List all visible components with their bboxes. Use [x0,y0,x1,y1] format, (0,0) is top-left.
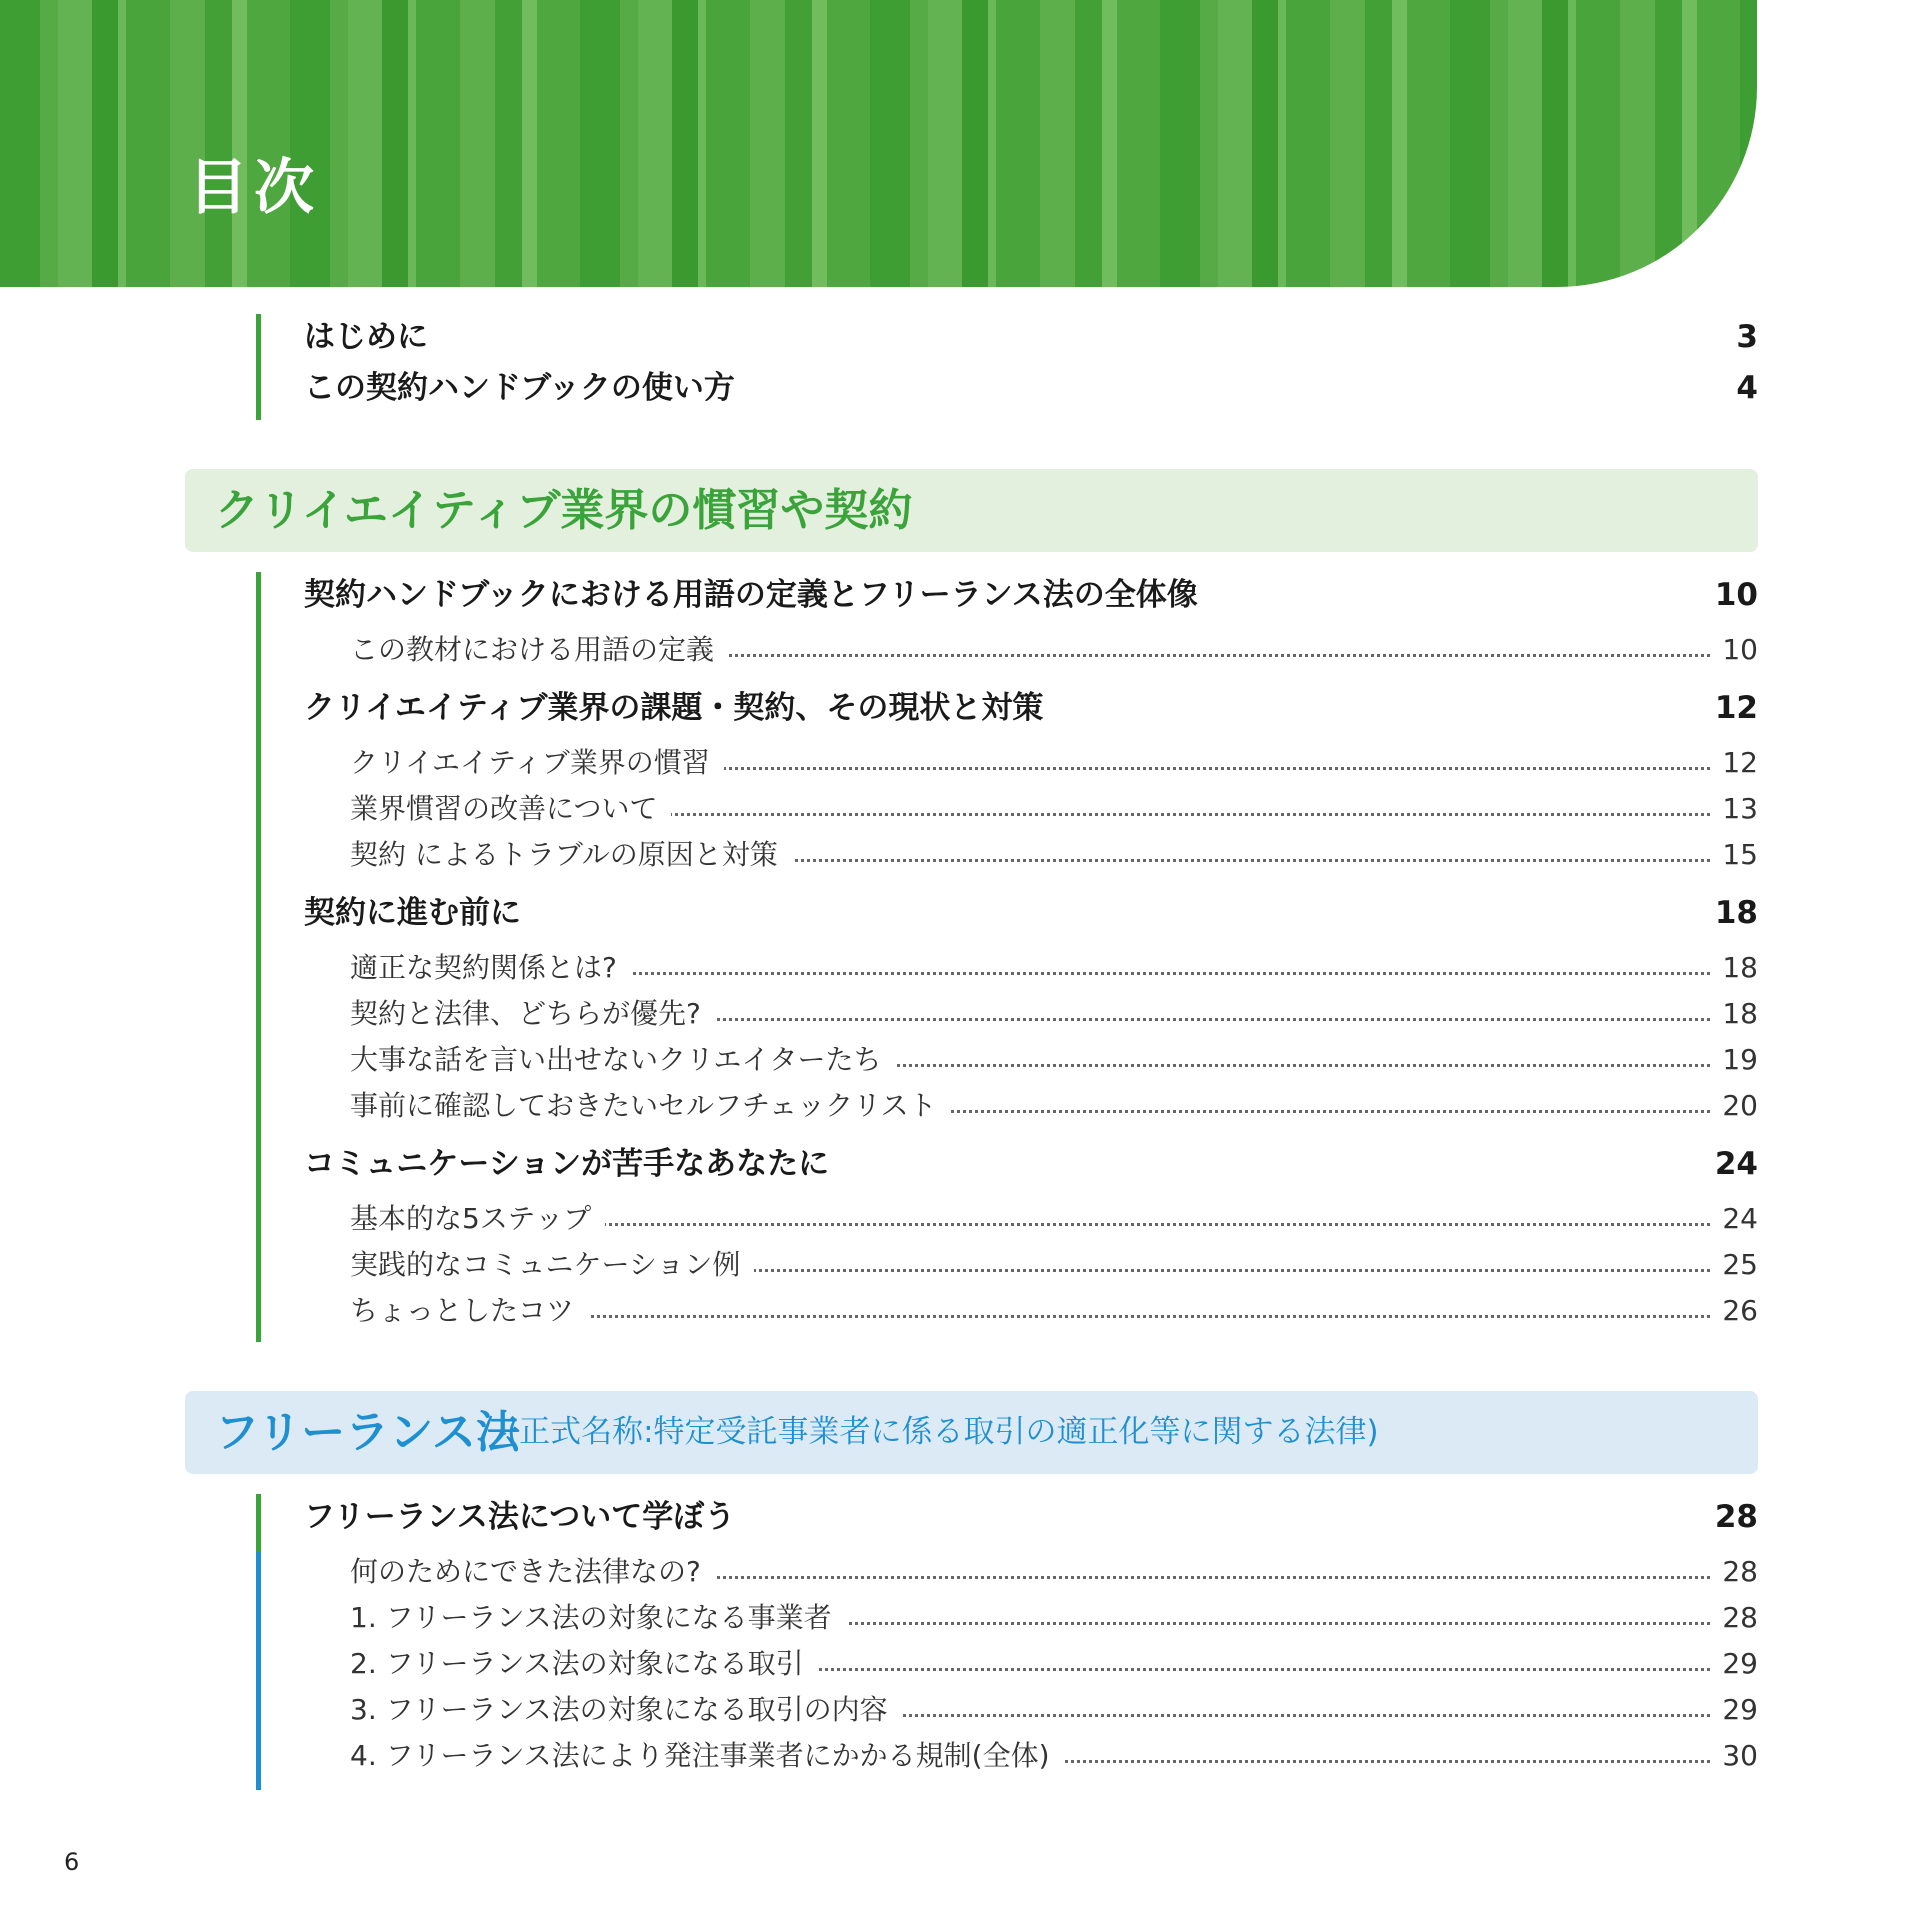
toc-entry-page: 28 [1714,1499,1758,1535]
section-title: クリイエイティブ業界の慣習や契約 [215,485,913,536]
toc-entry-page: 15 [1714,832,1758,878]
toc-subentry[interactable] [256,1242,1758,1288]
toc-entry-page: 12 [1714,690,1758,726]
toc-entry-label: 何のためにできた法律なの? [350,1549,715,1595]
toc-entry-page: 29 [1714,1641,1758,1687]
toc-entry-label: 事前に確認しておきたいセルフチェックリスト [350,1083,951,1129]
toc-entry-page: 26 [1714,1288,1758,1334]
toc-entry-page: 10 [1714,577,1758,613]
toc-entry[interactable] [256,1141,1758,1187]
toc-entry-label: 2. フリーランス法の対象になる取引 [350,1641,818,1687]
toc-entry-label: この教材における用語の定義 [350,627,728,673]
toc-intro [256,314,1758,420]
toc-entry-page: 12 [1714,740,1758,786]
toc-entry-page: 28 [1714,1549,1758,1595]
section-heading-freelance-law [185,1391,1758,1474]
toc-entry-page: 29 [1714,1687,1758,1733]
toc-subentry[interactable] [256,1549,1758,1595]
toc-entry-page: 13 [1714,786,1758,832]
toc-entry-page: 28 [1714,1595,1758,1641]
toc-entry[interactable] [256,685,1758,731]
toc-entry[interactable] [256,890,1758,936]
toc-entry-label: 1. フリーランス法の対象になる事業者 [350,1595,846,1641]
toc-entry[interactable] [256,572,1758,618]
toc-subentry[interactable] [256,945,1758,991]
toc-entry-label: 大事な話を言い出せないクリエイターたち [350,1037,895,1083]
section-subtitle: (正式名称:特定受託事業者に係る取引の適正化等に関する法律) [507,1414,1379,1450]
toc-entry[interactable] [256,1494,1758,1540]
toc-entry-page: 18 [1714,945,1758,991]
toc-entry[interactable] [256,314,1758,360]
toc-entry-label: クリイエイティブ業界の慣習 [350,740,724,786]
toc-entry-page: 3 [1736,319,1758,355]
section-title: フリーランス法 [215,1407,520,1458]
toc-subentry[interactable] [256,991,1758,1037]
toc-section-freelance-law [256,1494,1758,1790]
toc-entry-label: この契約ハンドブックの使い方 [304,370,735,406]
toc-entry-page: 4 [1736,370,1758,406]
toc-subentry[interactable] [256,1687,1758,1733]
section-heading-creative [185,469,1758,552]
toc-subentry[interactable] [256,832,1758,878]
toc-subentry[interactable] [256,1595,1758,1641]
toc-subentry[interactable] [256,1733,1758,1779]
toc-entry-label: 契約 によるトラブルの原因と対策 [350,832,792,878]
toc-entry-page: 24 [1714,1146,1758,1182]
toc-entry-label: 3. フリーランス法の対象になる取引の内容 [350,1687,902,1733]
toc-subentry[interactable] [256,1288,1758,1334]
toc-subentry[interactable] [256,1083,1758,1129]
toc-entry-page: 18 [1714,895,1758,931]
toc-entry-page: 30 [1714,1733,1758,1779]
toc-subentry[interactable] [256,786,1758,832]
page-title: 目次 [188,153,320,223]
toc-entry-label: 業界慣習の改善について [350,786,671,832]
toc-section-creative [256,572,1758,1342]
toc-entry-label: コミュニケーションが苦手なあなたに [304,1146,830,1182]
header-banner [0,0,1757,287]
toc-entry-page: 20 [1714,1083,1758,1129]
toc-entry-label: 4. フリーランス法により発注事業者にかかる規制(全体) [350,1733,1064,1779]
toc-entry-page: 18 [1714,991,1758,1037]
toc-subentry[interactable] [256,627,1758,673]
toc-entry-label: 契約と法律、どちらが優先? [350,991,715,1037]
toc-entry-page: 10 [1714,627,1758,673]
toc-entry[interactable] [256,365,1758,411]
toc-entry-label: ちょっとしたコツ [350,1288,588,1334]
toc-subentry[interactable] [256,1196,1758,1242]
toc-entry-label: 基本的な5ステップ [350,1196,605,1242]
toc-entry-label: 契約に進む前に [304,895,521,931]
toc-entry-label: 実践的なコミュニケーション例 [350,1242,754,1288]
toc-subentry[interactable] [256,740,1758,786]
toc-subentry[interactable] [256,1037,1758,1083]
toc-entry-page: 25 [1714,1242,1758,1288]
toc-entry-page: 24 [1714,1196,1758,1242]
toc-entry-label: 契約ハンドブックにおける用語の定義とフリーランス法の全体像 [304,577,1198,613]
toc-entry-label: クリイエイティブ業界の課題・契約、その現状と対策 [304,690,1044,726]
page-number: 6 [64,1848,80,1876]
toc-entry-page: 19 [1714,1037,1758,1083]
toc-entry-label: フリーランス法について学ぼう [304,1499,736,1535]
toc-subentry[interactable] [256,1641,1758,1687]
toc-entry-label: 適正な契約関係とは? [350,945,631,991]
toc-entry-label: はじめに [304,319,428,355]
